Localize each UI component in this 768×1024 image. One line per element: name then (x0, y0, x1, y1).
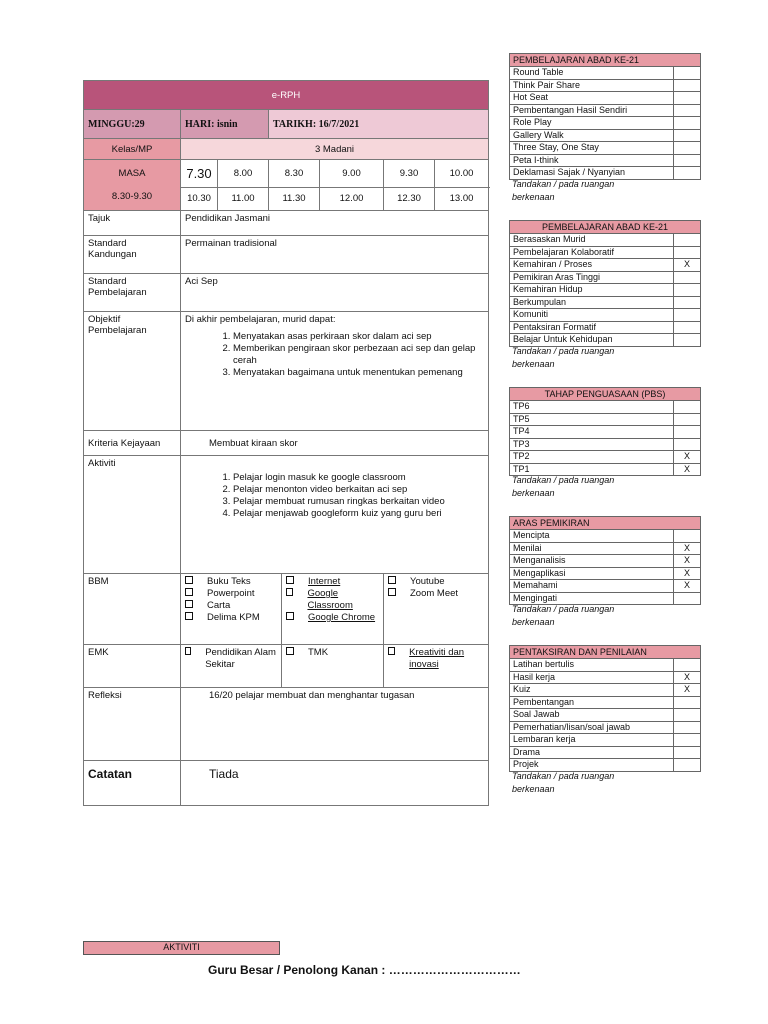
row-mark[interactable]: X (674, 671, 701, 684)
masa-label: MASA (118, 168, 146, 179)
tarikh-cell: TARIKH: 16/7/2021 (269, 110, 489, 139)
emk-col-1 (181, 645, 282, 688)
row-mark[interactable] (673, 438, 700, 451)
table-row (510, 734, 701, 747)
table-row (510, 129, 701, 142)
form-title: e-RPH (84, 81, 489, 110)
hari-cell: HARI: isnin (181, 110, 269, 139)
list-item: 3. Pelajar membuat rumusan ringkas berkaitan video (233, 496, 484, 508)
table-row (510, 104, 701, 117)
sp-label: Standard Pembelajaran (84, 274, 181, 312)
sp-value: Aci Sep (181, 274, 489, 312)
table-row (510, 721, 701, 734)
table-row (510, 259, 701, 272)
checkbox-icon[interactable] (286, 647, 294, 655)
row-label: Kemahiran / Proses (510, 259, 674, 272)
row-label: Pembentangan (510, 696, 674, 709)
row-mark[interactable] (674, 746, 701, 759)
tajuk-value: Pendidikan Jasmani (181, 211, 489, 236)
section-header: PEMBELAJARAN ABAD KE-21 (510, 221, 701, 234)
row-label: Pentaksiran Formatif (510, 321, 674, 334)
checkbox-icon[interactable] (185, 647, 191, 655)
bbm-option: Google Classroom (307, 588, 353, 611)
row-label: TP3 (510, 438, 674, 451)
checkbox-icon[interactable] (185, 612, 193, 620)
row-label: Round Table (510, 67, 674, 80)
row-mark[interactable]: X (674, 567, 701, 580)
list-item: 4. Pelajar menjawab googleform kuiz yang guru beri (233, 508, 484, 520)
section-header: PEMBELAJARAN ABAD KE-21 (510, 54, 701, 67)
row-label: Pemerhatian/lisan/soal jawab (510, 721, 674, 734)
row-label: Pemikiran Aras Tinggi (510, 271, 674, 284)
aktiviti-list (185, 472, 484, 520)
refleksi-label: Refleksi (84, 688, 181, 761)
row-mark[interactable] (674, 309, 701, 322)
kelas-value: 3 Madani (181, 139, 489, 160)
row-label: Memahami (510, 580, 674, 593)
row-mark[interactable] (674, 721, 701, 734)
row-mark[interactable] (674, 321, 701, 334)
row-label: Hot Seat (510, 92, 674, 105)
row-label: TP1 (510, 463, 674, 476)
bbm-option: Internet (308, 576, 341, 587)
sk-value: Permainan tradisional (181, 236, 489, 274)
bbm-option: Powerpoint (207, 588, 255, 599)
table-row (510, 451, 701, 464)
side-table-aras (509, 516, 701, 605)
kelas-label: Kelas/MP (84, 139, 181, 160)
row-label: Menilai (510, 542, 674, 555)
table-row (510, 321, 701, 334)
bbm-col-2 (282, 574, 384, 645)
table-row (510, 67, 701, 80)
bbm-option: Buku Teks (207, 576, 251, 587)
row-mark[interactable] (674, 734, 701, 747)
time-start: 9.30 (384, 160, 435, 188)
row-mark[interactable]: X (674, 580, 701, 593)
checkbox-icon[interactable] (388, 576, 396, 584)
row-label: Think Pair Share (510, 79, 674, 92)
bbm-option: Youtube (410, 576, 445, 587)
table-row (510, 154, 701, 167)
emk-option: Kreativiti dan inovasi (409, 647, 465, 670)
row-mark[interactable] (674, 530, 701, 543)
time-start: 10.00 (435, 160, 489, 188)
side-table-pentaksiran (509, 645, 701, 772)
table-row (510, 542, 701, 555)
note: Tandakan / pada ruangan berkenaan (512, 346, 615, 369)
row-mark[interactable] (674, 117, 701, 130)
section-header: PENTAKSIRAN DAN PENILAIAN (510, 646, 701, 659)
table-row (510, 246, 701, 259)
emk-col-2 (282, 645, 384, 688)
objektif-intro: Di akhir pembelajaran, murid dapat: (185, 314, 336, 325)
time-end: 13.00 (435, 187, 489, 210)
section-header: ARAS PEMIKIRAN (510, 517, 701, 530)
row-mark[interactable] (674, 709, 701, 722)
row-mark[interactable]: X (673, 451, 700, 464)
row-label: Deklamasi Sajak / Nyanyian (510, 167, 674, 180)
row-mark[interactable] (674, 142, 701, 155)
row-mark[interactable] (673, 413, 700, 426)
row-mark[interactable] (674, 246, 701, 259)
emk-label: EMK (84, 645, 181, 688)
side-table-abad21-a (509, 53, 701, 180)
catatan-label: Catatan (84, 761, 181, 806)
row-mark[interactable] (674, 167, 701, 180)
row-label: Mengingati (510, 592, 674, 605)
kriteria-value: Membuat kiraan skor (181, 431, 489, 456)
row-label: Kuiz (510, 684, 674, 697)
table-row (510, 117, 701, 130)
row-mark[interactable] (674, 759, 701, 772)
time-end: 10.30 (181, 187, 218, 210)
bbm-option: Google Chrome (308, 612, 376, 623)
row-mark[interactable]: X (673, 463, 700, 476)
table-row (510, 426, 701, 439)
table-row (510, 92, 701, 105)
table-row (510, 580, 701, 593)
row-label: Mencipta (510, 530, 674, 543)
section-header: TAHAP PENGUASAAN (PBS) (510, 388, 701, 401)
bbm-label: BBM (84, 574, 181, 645)
checkbox-icon[interactable] (388, 647, 395, 655)
guru-besar-signature-line: Guru Besar / Penolong Kanan : …………………………… (208, 963, 521, 977)
table-row (510, 567, 701, 580)
objektif-list (185, 331, 484, 379)
table-row (510, 284, 701, 297)
row-mark[interactable] (674, 284, 701, 297)
row-mark[interactable] (673, 426, 700, 439)
list-item: 1. Pelajar login masuk ke google classroom (233, 472, 484, 484)
checkbox-icon[interactable] (185, 600, 193, 608)
row-label: Komuniti (510, 309, 674, 322)
row-label: Role Play (510, 117, 674, 130)
row-mark[interactable] (674, 696, 701, 709)
time-start: 8.30 (269, 160, 320, 188)
list-item: 2. Pelajar menonton video berkaitan aci sep (233, 484, 484, 496)
row-label: Drama (510, 746, 674, 759)
row-mark[interactable]: X (674, 555, 701, 568)
row-label: TP2 (510, 451, 674, 464)
time-end: 12.00 (320, 187, 384, 210)
row-label: TP6 (510, 401, 674, 414)
tajuk-label: Tajuk (84, 211, 181, 236)
row-mark[interactable] (674, 92, 701, 105)
catatan-value: Tiada (181, 761, 489, 806)
time-start: 8.00 (218, 160, 269, 188)
row-mark[interactable] (674, 154, 701, 167)
row-mark[interactable] (674, 271, 701, 284)
row-label: Menganalisis (510, 555, 674, 568)
bbm-col-1 (181, 574, 282, 645)
row-label: Latihan bertulis (510, 659, 674, 672)
bbm-option: Delima KPM (207, 612, 260, 623)
checkbox-icon[interactable] (185, 576, 193, 584)
aktiviti-label: Aktiviti (84, 456, 181, 574)
checkbox-icon[interactable] (286, 612, 294, 620)
list-item: 3. Menyatakan bagaimana untuk menentukan pemenang (233, 367, 484, 379)
table-row (510, 271, 701, 284)
checkbox-icon[interactable] (286, 576, 294, 584)
table-row (510, 659, 701, 672)
row-mark[interactable]: X (674, 684, 701, 697)
emk-option: Pendidikan Alam Sekitar (205, 647, 276, 670)
row-mark[interactable]: X (674, 259, 701, 272)
objektif-cell (181, 312, 489, 431)
table-row (510, 142, 701, 155)
row-label: Hasil kerja (510, 671, 674, 684)
row-label: Gallery Walk (510, 129, 674, 142)
row-label: Belajar Untuk Kehidupan (510, 334, 674, 347)
sk-label: Standard Kandungan (84, 236, 181, 274)
side-table-abad21-b (509, 220, 701, 347)
row-label: TP5 (510, 413, 674, 426)
table-row (510, 671, 701, 684)
note: Tandakan / pada ruangan berkenaan (512, 604, 615, 627)
row-mark[interactable] (674, 659, 701, 672)
row-label: Berasaskan Murid (510, 234, 674, 247)
row-mark[interactable] (674, 592, 701, 605)
bbm-option: Carta (207, 600, 231, 611)
masa-range: 8.30-9.30 (111, 191, 153, 202)
table-row (510, 234, 701, 247)
row-mark[interactable] (673, 401, 700, 414)
row-mark[interactable] (674, 104, 701, 117)
table-row (510, 79, 701, 92)
emk-col-3 (384, 645, 489, 688)
table-row (510, 684, 701, 697)
row-label: Lembaran kerja (510, 734, 674, 747)
row-label: Peta I-think (510, 154, 674, 167)
aktiviti-cell (181, 456, 489, 574)
time-start: 7.30 (181, 160, 218, 188)
table-row (510, 438, 701, 451)
row-label: Kemahiran Hidup (510, 284, 674, 297)
time-start: 9.00 (320, 160, 384, 188)
note: Tandakan / pada ruangan berkenaan (512, 475, 615, 498)
row-mark[interactable]: X (674, 542, 701, 555)
table-row (510, 709, 701, 722)
checkbox-icon[interactable] (388, 588, 396, 596)
side-table-tahap (509, 387, 701, 476)
table-row (510, 555, 701, 568)
row-mark[interactable] (674, 334, 701, 347)
checkbox-icon[interactable] (286, 588, 293, 596)
row-label: Soal Jawab (510, 709, 674, 722)
table-row (510, 413, 701, 426)
note: Tandakan / pada ruangan berkenaan (512, 179, 615, 202)
row-label: Mengaplikasi (510, 567, 674, 580)
time-end: 11.30 (269, 187, 320, 210)
row-label: TP4 (510, 426, 674, 439)
emk-option: TMK (308, 647, 329, 658)
table-row (510, 401, 701, 414)
kriteria-label: Kriteria Kejayaan (84, 431, 181, 456)
row-label: Pembentangan Hasil Sendiri (510, 104, 674, 117)
table-row (510, 746, 701, 759)
row-mark[interactable] (674, 79, 701, 92)
list-item: 1. Menyatakan asas perkiraan skor dalam aci sep (233, 331, 484, 343)
table-row (510, 696, 701, 709)
bbm-col-3 (384, 574, 489, 645)
minggu-cell: MINGGU:29 (84, 110, 181, 139)
objektif-label: Objektif Pembelajaran (84, 312, 181, 431)
aktiviti-bar: AKTIVITI (83, 941, 280, 955)
row-label: Three Stay, One Stay (510, 142, 674, 155)
row-mark[interactable] (674, 234, 701, 247)
row-mark[interactable] (674, 129, 701, 142)
list-item: 2. Memberikan pengiraan skor perbezaan aci sep dan gelap cerah (233, 343, 484, 367)
row-mark[interactable] (674, 67, 701, 80)
row-mark[interactable] (674, 296, 701, 309)
table-row (510, 309, 701, 322)
table-row (510, 530, 701, 543)
row-label: Pembelajaran Kolaboratif (510, 246, 674, 259)
rph-table (83, 80, 489, 806)
row-label: Projek (510, 759, 674, 772)
time-end: 12.30 (384, 187, 435, 210)
row-label: Berkumpulan (510, 296, 674, 309)
refleksi-value: 16/20 pelajar membuat dan menghantar tugasan (181, 688, 489, 761)
note: Tandakan / pada ruangan berkenaan (512, 771, 615, 794)
checkbox-icon[interactable] (185, 588, 193, 596)
bbm-option: Zoom Meet (410, 588, 459, 599)
table-row (510, 296, 701, 309)
time-end: 11.00 (218, 187, 269, 210)
